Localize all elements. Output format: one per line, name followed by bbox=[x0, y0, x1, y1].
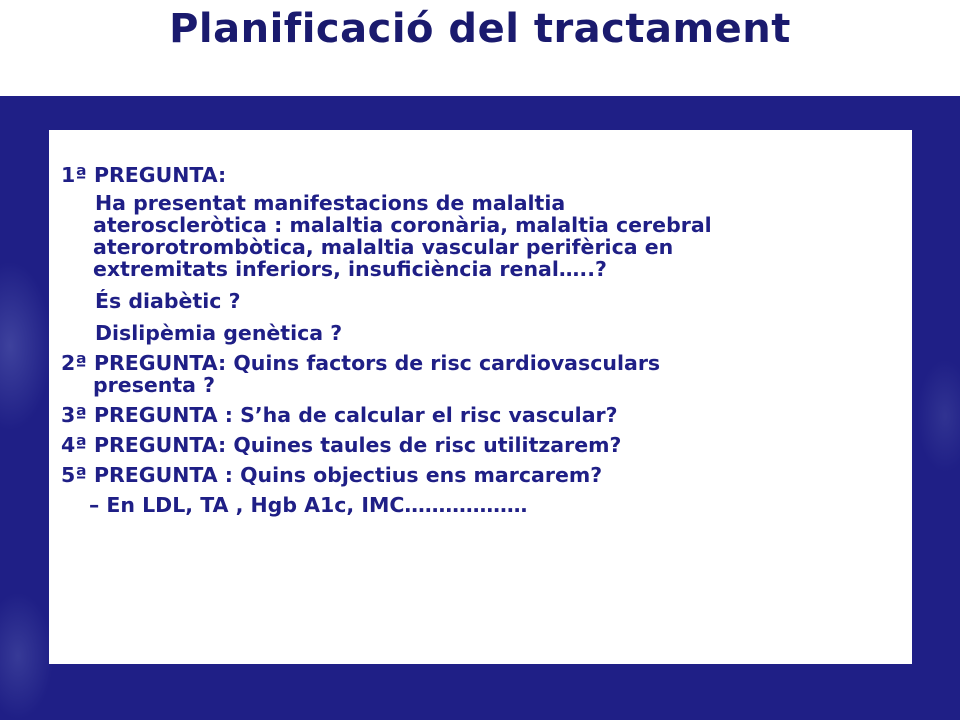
question-1-line-3: aterorotrombòtica, malaltia vascular perifèrica en bbox=[93, 235, 674, 259]
content-box bbox=[49, 130, 912, 664]
question-5: 5ª PREGUNTA : Quins objectius ens marcarem? bbox=[61, 463, 603, 487]
title-area bbox=[0, 0, 960, 96]
question-5-objectives: – En LDL, TA , Hgb A1c, IMC……………… bbox=[89, 493, 528, 517]
question-1-line-1: Ha presentat manifestacions de malaltia bbox=[95, 191, 566, 215]
question-1-dyslipidemia: Dislipèmia genètica ? bbox=[95, 321, 343, 345]
slide-title: Planificació del tractament bbox=[169, 6, 791, 52]
question-2-line-2: presenta ? bbox=[93, 373, 216, 397]
question-1-diabetic: És diabètic ? bbox=[95, 289, 241, 313]
question-1-line-2: ateroscleròtica : malaltia coronària, malaltia cerebral bbox=[93, 213, 712, 237]
question-2 bbox=[61, 352, 901, 396]
question-2-line-1: 2ª PREGUNTA: Quins factors de risc cardiovasculars bbox=[61, 351, 661, 375]
question-1-line-4: extremitats inferiors, insuficiència renal…..? bbox=[93, 257, 607, 281]
question-list bbox=[61, 164, 901, 516]
question-3: 3ª PREGUNTA : S’ha de calcular el risc vascular? bbox=[61, 403, 618, 427]
question-1-label: 1ª PREGUNTA: bbox=[61, 163, 227, 187]
question-4: 4ª PREGUNTA: Quines taules de risc utilitzarem? bbox=[61, 433, 622, 457]
question-1-text bbox=[61, 192, 901, 280]
